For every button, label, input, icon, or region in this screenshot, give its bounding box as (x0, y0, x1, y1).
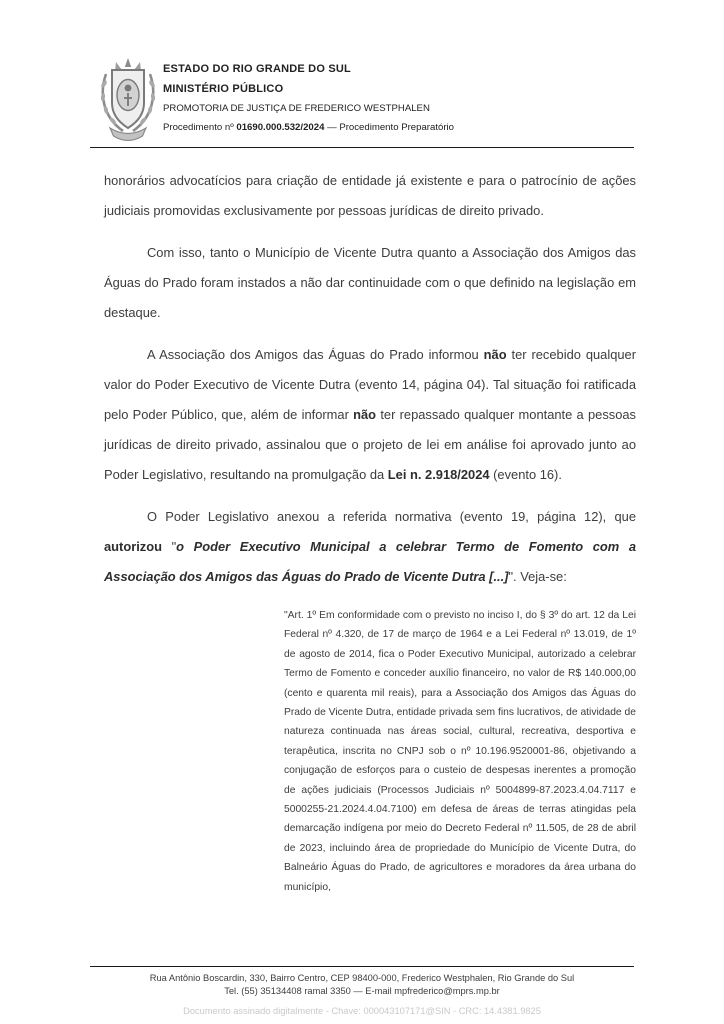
p3-text-3: ter repassado qualquer montante a pessoas jurídicas de direito privado, assinalou que o projeto de lei em análise foi aprovado junto ao Poder Legislativo, resultando na promulgação da (104, 407, 636, 482)
p3-bold-nao-2: não (353, 407, 377, 422)
document-footer (90, 966, 634, 1016)
procedure-number: 01690.000.532/2024 (236, 122, 325, 133)
p4-text-2: " (162, 539, 177, 554)
paragraph-continuation: honorários advocatícios para criação de entidade já existente e para o patrocínio de ações judiciais promovidas exclusivamente por pessoas jurídicas de direito privado. (104, 173, 636, 218)
paragraph-com-isso: Com isso, tanto o Município de Vicente Dutra quanto a Associação dos Amigos das Águas do Prado foram instados a não dar continuidade com o que definido na legislação em destaque. (104, 245, 636, 320)
header-office-name: PROMOTORIA DE JUSTIÇA DE FREDERICO WESTPHALEN (163, 103, 430, 114)
header-institution-name: MINISTÉRIO PÚBLICO (163, 82, 284, 95)
procedure-prefix: Procedimento nº (163, 122, 237, 133)
footer-address: Rua Antônio Boscardin, 330, Bairro Centro, CEP 98400-000, Frederico Westphalen, Rio Grande do Sul (149, 973, 575, 983)
p4-bold-italic-citation: o Poder Executivo Municipal a celebrar Termo de Fomento com a Associação dos Amigos das Águas do Prado de Vicente Dutra [...] (104, 539, 636, 584)
p3-text-4: (evento 16). (489, 467, 562, 482)
p3-bold-nao-1: não (483, 347, 507, 362)
p4-text-1: O Poder Legislativo anexou a referida normativa (evento 19, página 12), que (147, 509, 636, 524)
paragraph-poder-legislativo (104, 502, 636, 592)
p4-bold-autorizou: autorizou (104, 539, 163, 554)
p3-bold-lei: Lei n. 2.918/2024 (387, 467, 490, 482)
footer-divider (90, 966, 634, 967)
header-state-name: ESTADO DO RIO GRANDE DO SUL (163, 63, 351, 75)
footer-contact: Tel. (55) 35134408 ramal 3350 — E-mail mpfrederico@mprs.mp.br (224, 985, 500, 996)
header-procedure-line (163, 118, 636, 137)
p3-text-1: A Associação dos Amigos das Águas do Prado informou (147, 347, 484, 362)
law-article-blockquote: "Art. 1º Em conformidade com o previsto no inciso I, do § 3º do art. 12 da Lei Federal nº 4.320, de 17 de março de 1964 e a Lei Federal nº 13.019, de 1º de agosto de 2014, fica o Poder Executivo Municipal, autorizado a celebrar Termo de Fomento e conceder auxílio financeiro, no valor de R$ 140.000,00 (cento e quarenta mil reais), para a Associação dos Amigos das Águas do Prado de Vicente Dutra, entidade privada sem fins lucrativos, de atividade de natureza continuada nas áreas social, cultural, recreativa, desportiva e terapêutica, inscrita no CNPJ sob o nº 10.196.9520001-86, objetivando a conjugação de esforços para o custeio de despesas inerentes a promoção de ações judiciais (Processos Judiciais nº 5004899-87.2023.4.04.7117 e 5000255-21.2024.4.04.7100) em defesa de áreas de terras atingidas pela demarcação indígena por meio do Decreto Federal nº 11.505, de 28 de abril de 2023, incluindo área de propriedade do Município de Vicente Dutra, do Balneário Águas do Prado, de agricultores e moradores da área urbana do município, (284, 610, 636, 893)
paragraph-associacao-informou (104, 340, 636, 490)
header-divider (90, 147, 634, 148)
p3-text-2: ter recebido qualquer valor do Poder Executivo de Vicente Dutra (evento 14, página 04). Tal situação foi ratificada pelo Poder Público, que, além de informar (104, 347, 636, 422)
document-header (97, 57, 636, 137)
digital-signature-line: Documento assinado digitalmente - Chave: 000043107171@SIN - CRC: 14.4381.9825 (183, 1006, 541, 1016)
rs-coat-of-arms-icon (97, 57, 159, 143)
p4-text-3: ". Veja-se: (508, 569, 567, 584)
document-body (104, 166, 636, 897)
header-text-block (163, 57, 636, 137)
procedure-suffix: — Procedimento Preparatório (324, 122, 454, 133)
